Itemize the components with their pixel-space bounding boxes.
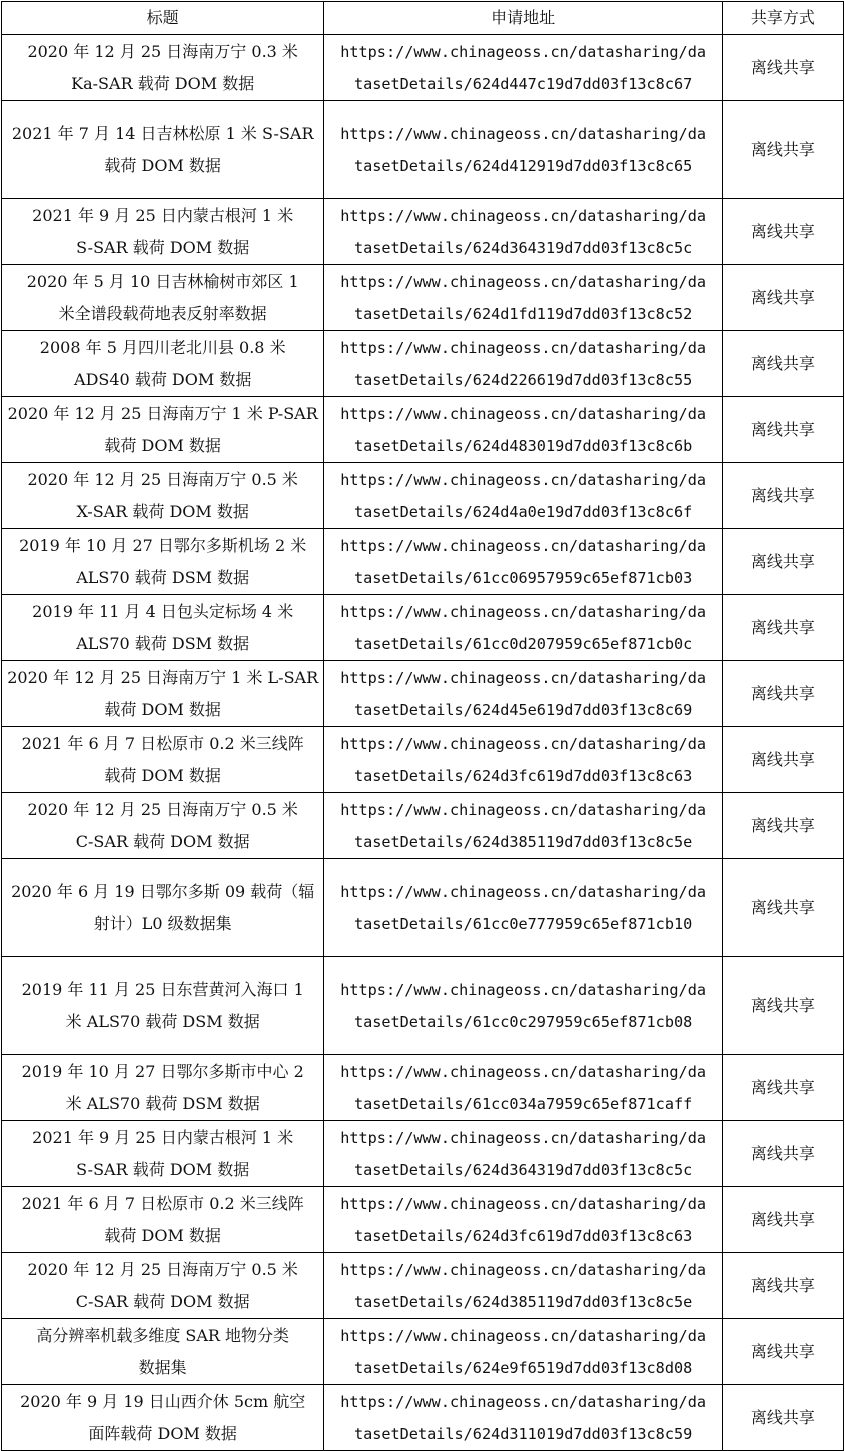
dataset-title-line: 2021 年 6 月 7 日松原市 0.2 米三线阵	[21, 1193, 304, 1213]
table-row	[2, 265, 844, 331]
application-url-line[interactable]: tasetDetails/624d385119d7dd03f13c8c5e	[353, 832, 693, 851]
application-url-line[interactable]: tasetDetails/624d4a0e19d7dd03f13c8c6f	[353, 502, 693, 521]
dataset-title-cell	[2, 199, 324, 265]
dataset-title-cell	[2, 1319, 324, 1385]
application-url-line[interactable]: https://www.chinageoss.cn/datasharing/da	[340, 1392, 706, 1411]
application-url-cell[interactable]	[324, 1121, 722, 1187]
dataset-title-line: 米全谱段载荷地表反射率数据	[58, 303, 267, 323]
application-url-cell[interactable]	[324, 529, 722, 595]
dataset-title-cell	[2, 1385, 324, 1451]
share-mode-cell: 离线共享	[722, 397, 843, 463]
application-url-line[interactable]: https://www.chinageoss.cn/datasharing/da	[340, 124, 706, 143]
application-url-line[interactable]: https://www.chinageoss.cn/datasharing/da	[340, 602, 706, 621]
dataset-title-line: ADS40 载荷 DOM 数据	[74, 369, 252, 389]
table-row	[2, 397, 844, 463]
dataset-title-line: 2020 年 12 月 25 日海南万宁 1 米 P-SAR	[7, 403, 318, 423]
share-mode-cell: 离线共享	[722, 1385, 843, 1451]
share-mode-cell: 离线共享	[722, 331, 843, 397]
application-url-line[interactable]: https://www.chinageoss.cn/datasharing/da	[340, 1260, 706, 1279]
application-url-line[interactable]: tasetDetails/624d447c19d7dd03f13c8c67	[353, 74, 693, 93]
dataset-title-line: 2019 年 10 月 27 日鄂尔多斯机场 2 米	[19, 535, 307, 555]
header-url: 申请地址	[324, 2, 722, 35]
table-row	[2, 35, 844, 101]
dataset-title-line: C-SAR 载荷 DOM 数据	[75, 831, 250, 851]
application-url-line[interactable]: tasetDetails/61cc0c297959c65ef871cb08	[353, 1012, 693, 1031]
dataset-table	[1, 1, 844, 1451]
dataset-title-line: ALS70 载荷 DSM 数据	[76, 633, 250, 653]
share-mode-cell: 离线共享	[722, 1253, 843, 1319]
share-mode-cell: 离线共享	[722, 661, 843, 727]
table-row	[2, 529, 844, 595]
dataset-title-line: 2021 年 6 月 7 日松原市 0.2 米三线阵	[21, 733, 304, 753]
application-url-cell[interactable]	[324, 1319, 722, 1385]
application-url-cell[interactable]	[324, 595, 722, 661]
table-row	[2, 661, 844, 727]
share-mode-cell: 离线共享	[722, 1055, 843, 1121]
share-mode-cell: 离线共享	[722, 199, 843, 265]
dataset-title-cell	[2, 1121, 324, 1187]
dataset-title-line: S-SAR 载荷 DOM 数据	[76, 237, 250, 257]
dataset-title-line: 2008 年 5 月四川老北川县 0.8 米	[39, 337, 286, 357]
dataset-title-line: 载荷 DOM 数据	[104, 1225, 221, 1245]
dataset-title-line: 载荷 DOM 数据	[104, 435, 221, 455]
dataset-title-line: 2021 年 9 月 25 日内蒙古根河 1 米	[32, 1127, 294, 1147]
application-url-line[interactable]: tasetDetails/624d1fd119d7dd03f13c8c52	[353, 304, 693, 323]
dataset-title-line: 2020 年 12 月 25 日海南万宁 0.5 米	[27, 1259, 298, 1279]
dataset-title-line: 2019 年 10 月 27 日鄂尔多斯市中心 2	[21, 1061, 304, 1081]
application-url-line[interactable]: tasetDetails/624d412919d7dd03f13c8c65	[353, 156, 693, 175]
dataset-title-cell	[2, 35, 324, 101]
dataset-title-line: 米 ALS70 载荷 DSM 数据	[65, 1011, 260, 1031]
dataset-title-cell	[2, 1055, 324, 1121]
share-mode-cell: 离线共享	[722, 859, 843, 957]
application-url-line[interactable]: https://www.chinageoss.cn/datasharing/da	[340, 1128, 706, 1147]
dataset-title-cell	[2, 101, 324, 199]
share-mode-cell: 离线共享	[722, 265, 843, 331]
table-row	[2, 1385, 844, 1451]
application-url-line[interactable]: tasetDetails/624d226619d7dd03f13c8c55	[353, 370, 693, 389]
application-url-line[interactable]: tasetDetails/624d483019d7dd03f13c8c6b	[353, 436, 693, 455]
application-url-cell[interactable]	[324, 463, 722, 529]
dataset-title-cell	[2, 595, 324, 661]
table-row	[2, 1253, 844, 1319]
share-mode-cell: 离线共享	[722, 101, 843, 199]
dataset-title-cell	[2, 859, 324, 957]
table-row	[2, 1187, 844, 1253]
dataset-title-cell	[2, 331, 324, 397]
table-row	[2, 1319, 844, 1385]
dataset-title-cell	[2, 793, 324, 859]
application-url-cell[interactable]	[324, 661, 722, 727]
table-row	[2, 859, 844, 957]
header-share-mode: 共享方式	[722, 2, 843, 35]
application-url-line[interactable]: tasetDetails/61cc034a7959c65ef871caff	[353, 1094, 693, 1113]
dataset-title-line: 2020 年 9 月 19 日山西介休 5cm 航空	[20, 1391, 306, 1411]
application-url-cell[interactable]	[324, 793, 722, 859]
share-mode-cell: 离线共享	[722, 793, 843, 859]
dataset-title-cell	[2, 1187, 324, 1253]
dataset-title-line: Ka-SAR 载荷 DOM 数据	[71, 73, 255, 93]
share-mode-cell: 离线共享	[722, 1121, 843, 1187]
share-mode-cell: 离线共享	[722, 595, 843, 661]
application-url-line[interactable]: tasetDetails/624d45e619d7dd03f13c8c69	[353, 700, 693, 719]
dataset-title-line: ALS70 载荷 DSM 数据	[76, 567, 250, 587]
application-url-line[interactable]: tasetDetails/624e9f6519d7dd03f13c8d08	[353, 1358, 693, 1377]
share-mode-cell: 离线共享	[722, 727, 843, 793]
application-url-cell[interactable]	[324, 957, 722, 1055]
dataset-title-line: 2020 年 6 月 19 日鄂尔多斯 09 载荷（辐	[11, 881, 315, 901]
application-url-cell[interactable]	[324, 265, 722, 331]
share-mode-cell: 离线共享	[722, 957, 843, 1055]
dataset-title-line: X-SAR 载荷 DOM 数据	[76, 501, 249, 521]
application-url-line[interactable]: https://www.chinageoss.cn/datasharing/da	[340, 980, 706, 999]
table-row	[2, 1055, 844, 1121]
application-url-line[interactable]: tasetDetails/624d364319d7dd03f13c8c5c	[353, 1160, 693, 1179]
share-mode-cell: 离线共享	[722, 1187, 843, 1253]
application-url-cell[interactable]	[324, 35, 722, 101]
application-url-cell[interactable]	[324, 101, 722, 199]
application-url-line[interactable]: https://www.chinageoss.cn/datasharing/da	[340, 882, 706, 901]
application-url-cell[interactable]	[324, 1187, 722, 1253]
table-body	[2, 35, 844, 1451]
dataset-title-line: 2021 年 7 月 14 日吉林松原 1 米 S-SAR	[11, 123, 314, 143]
application-url-line[interactable]: tasetDetails/624d311019d7dd03f13c8c59	[353, 1424, 693, 1443]
table-row	[2, 957, 844, 1055]
share-mode-cell: 离线共享	[722, 35, 843, 101]
dataset-title-line: 射计）L0 级数据集	[93, 913, 232, 933]
application-url-line[interactable]: https://www.chinageoss.cn/datasharing/da	[340, 470, 706, 489]
dataset-title-line: 面阵载荷 DOM 数据	[88, 1423, 237, 1443]
application-url-line[interactable]: https://www.chinageoss.cn/datasharing/da	[340, 536, 706, 555]
application-url-line[interactable]: tasetDetails/61cc0e777959c65ef871cb10	[353, 914, 693, 933]
dataset-title-cell	[2, 957, 324, 1055]
application-url-line[interactable]: https://www.chinageoss.cn/datasharing/da	[340, 1194, 706, 1213]
application-url-line[interactable]: tasetDetails/624d3fc619d7dd03f13c8c63	[353, 766, 693, 785]
application-url-cell[interactable]	[324, 727, 722, 793]
dataset-title-cell	[2, 661, 324, 727]
share-mode-cell: 离线共享	[722, 463, 843, 529]
dataset-title-line: 2020 年 12 月 25 日海南万宁 0.3 米	[27, 41, 298, 61]
dataset-title-line: 2020 年 12 月 25 日海南万宁 0.5 米	[27, 469, 298, 489]
table-row	[2, 595, 844, 661]
table-row	[2, 793, 844, 859]
dataset-title-line: 载荷 DOM 数据	[104, 765, 221, 785]
dataset-title-line: C-SAR 载荷 DOM 数据	[75, 1291, 250, 1311]
table-row	[2, 331, 844, 397]
application-url-line[interactable]: tasetDetails/624d364319d7dd03f13c8c5c	[353, 238, 693, 257]
table-row	[2, 727, 844, 793]
application-url-line[interactable]: https://www.chinageoss.cn/datasharing/da	[340, 1062, 706, 1081]
dataset-title-cell	[2, 463, 324, 529]
dataset-title-line: 2020 年 12 月 25 日海南万宁 0.5 米	[27, 799, 298, 819]
dataset-title-line: 载荷 DOM 数据	[104, 155, 221, 175]
share-mode-cell: 离线共享	[722, 1319, 843, 1385]
application-url-line[interactable]: tasetDetails/624d3fc619d7dd03f13c8c63	[353, 1226, 693, 1245]
application-url-line[interactable]: https://www.chinageoss.cn/datasharing/da	[340, 206, 706, 225]
dataset-title-line: 载荷 DOM 数据	[104, 699, 221, 719]
application-url-line[interactable]: https://www.chinageoss.cn/datasharing/da	[340, 272, 706, 291]
table-row	[2, 463, 844, 529]
dataset-title-cell	[2, 1253, 324, 1319]
application-url-cell[interactable]	[324, 1253, 722, 1319]
dataset-title-cell	[2, 529, 324, 595]
application-url-line[interactable]: https://www.chinageoss.cn/datasharing/da	[340, 734, 706, 753]
application-url-line[interactable]: https://www.chinageoss.cn/datasharing/da	[340, 668, 706, 687]
dataset-title-line: 2020 年 12 月 25 日海南万宁 1 米 L-SAR	[7, 667, 319, 687]
application-url-cell[interactable]	[324, 859, 722, 957]
application-url-cell[interactable]	[324, 331, 722, 397]
dataset-title-line: 米 ALS70 载荷 DSM 数据	[65, 1093, 260, 1113]
application-url-cell[interactable]	[324, 1385, 722, 1451]
table-row	[2, 1121, 844, 1187]
table-row	[2, 199, 844, 265]
dataset-title-line: 2021 年 9 月 25 日内蒙古根河 1 米	[32, 205, 294, 225]
header-title: 标题	[2, 2, 324, 35]
application-url-line[interactable]: https://www.chinageoss.cn/datasharing/da	[340, 1326, 706, 1345]
application-url-cell[interactable]	[324, 1055, 722, 1121]
application-url-line[interactable]: https://www.chinageoss.cn/datasharing/da	[340, 338, 706, 357]
share-mode-cell: 离线共享	[722, 529, 843, 595]
dataset-title-cell	[2, 265, 324, 331]
dataset-title-line: 高分辨率机载多维度 SAR 地物分类	[36, 1325, 290, 1345]
dataset-title-cell	[2, 397, 324, 463]
application-url-cell[interactable]	[324, 199, 722, 265]
table-header-row	[2, 2, 844, 35]
dataset-title-line: 2019 年 11 月 25 日东营黄河入海口 1	[21, 979, 304, 999]
dataset-title-line: 2020 年 5 月 10 日吉林榆树市郊区 1	[26, 271, 299, 291]
application-url-line[interactable]: tasetDetails/61cc06957959c65ef871cb03	[353, 568, 693, 587]
application-url-line[interactable]: tasetDetails/61cc0d207959c65ef871cb0c	[353, 634, 693, 653]
application-url-line[interactable]: https://www.chinageoss.cn/datasharing/da	[340, 800, 706, 819]
table-row	[2, 101, 844, 199]
dataset-title-line: 数据集	[138, 1357, 187, 1377]
application-url-line[interactable]: https://www.chinageoss.cn/datasharing/da	[340, 42, 706, 61]
application-url-line[interactable]: https://www.chinageoss.cn/datasharing/da	[340, 404, 706, 423]
application-url-line[interactable]: tasetDetails/624d385119d7dd03f13c8c5e	[353, 1292, 693, 1311]
dataset-title-line: 2019 年 11 月 4 日包头定标场 4 米	[32, 601, 294, 621]
dataset-title-line: S-SAR 载荷 DOM 数据	[76, 1159, 250, 1179]
application-url-cell[interactable]	[324, 397, 722, 463]
dataset-title-cell	[2, 727, 324, 793]
